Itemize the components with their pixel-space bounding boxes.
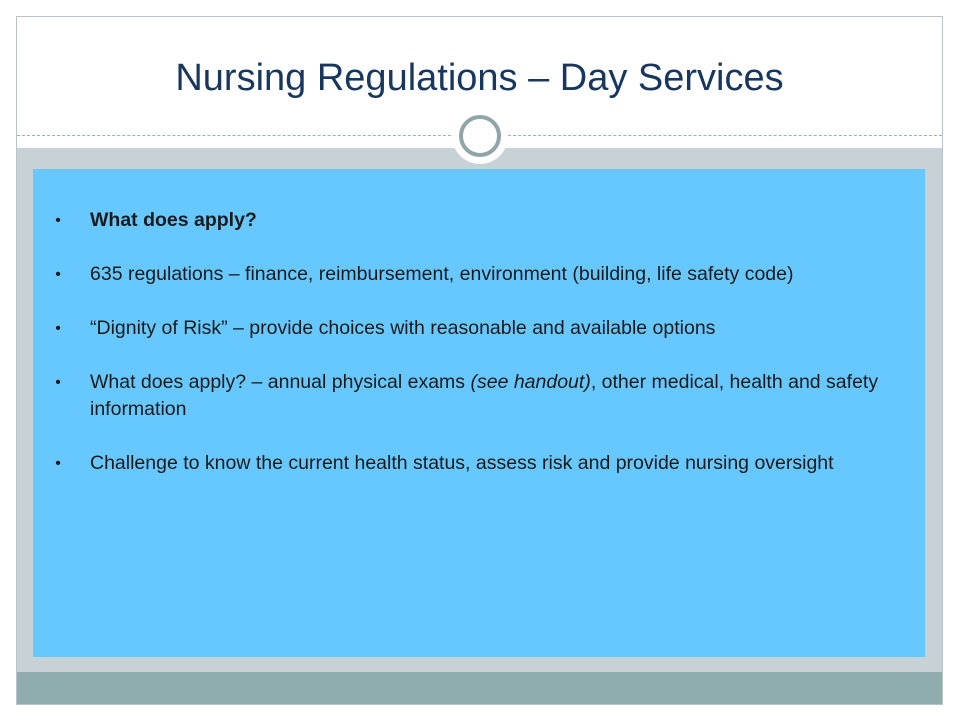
content-box — [33, 169, 925, 657]
bullet-text: 635 regulations – finance, reimbursement, environment (building, life safety code) — [90, 263, 794, 285]
bullet-icon: • — [55, 455, 61, 472]
bullet-text: Challenge to know the current health status, assess risk and provide nursing oversight — [90, 452, 834, 474]
bullet-text — [90, 371, 878, 420]
slide — [16, 16, 943, 705]
list-item — [53, 207, 913, 234]
bullet-text-part: , other medical, health and safety information — [90, 371, 879, 420]
circle-ornament-icon — [452, 108, 508, 164]
list-item — [53, 450, 913, 477]
bullet-text: What does apply? — [90, 209, 257, 231]
circle-ornament-ring — [459, 115, 501, 157]
list-item — [53, 369, 913, 423]
bullet-text: “Dignity of Risk” – provide choices with reasonable and available options — [90, 317, 716, 339]
bullet-icon: • — [55, 374, 61, 391]
bullet-icon: • — [55, 212, 61, 229]
bullet-text-part: What does apply? – annual physical exams — [90, 371, 471, 393]
list-item — [53, 261, 913, 288]
footer-band — [17, 672, 942, 705]
bullet-icon: • — [55, 266, 61, 283]
bullet-icon: • — [55, 320, 61, 337]
handout-reference: (see handout) — [470, 371, 591, 393]
list-item — [53, 315, 913, 342]
slide-title: Nursing Regulations – Day Services — [175, 56, 784, 99]
bullet-list — [53, 207, 913, 504]
